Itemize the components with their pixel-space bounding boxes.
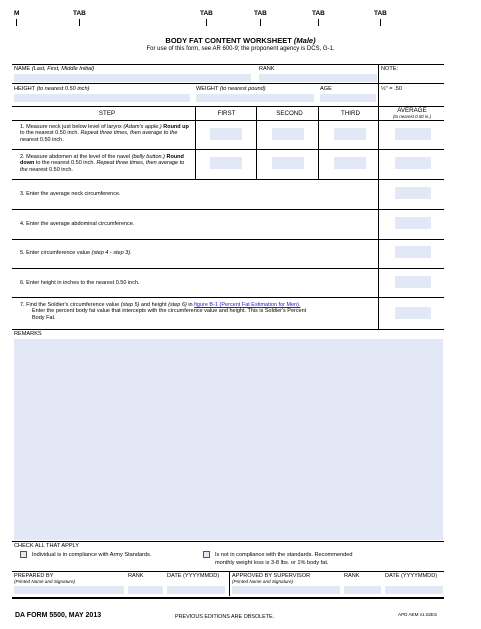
- rule: [12, 83, 444, 84]
- approved-by-label: APPROVED BY SUPERVISOR: [232, 573, 311, 579]
- tab-tick-2: [206, 19, 207, 26]
- tab-tick-3: [260, 19, 261, 26]
- rule: [12, 541, 444, 542]
- approved-by-hint: (Printed Name and Signature): [232, 579, 294, 584]
- prepared-by-label: PREPARED BY: [14, 573, 54, 579]
- weight-field[interactable]: [196, 94, 314, 102]
- rule: [12, 179, 444, 180]
- step-1-text: 1. Measure neck just below level of larynx (Adam's apple.) Round up to the nearest 0.50 inch. Repeat three times, then average to the nearest 0.50 inch.: [20, 124, 189, 143]
- step-4-average-field[interactable]: [395, 217, 431, 229]
- step-2-first-field[interactable]: [210, 157, 242, 169]
- tab-label-4: TAB: [312, 10, 325, 17]
- check-all-label: CHECK ALL THAT APPLY: [14, 543, 79, 549]
- rank-2-field[interactable]: [344, 586, 381, 594]
- step-1-third-field[interactable]: [334, 128, 366, 140]
- noncompliance-label-line2: monthly weight loss is 3-8 lbs. or 1% body fat.: [215, 560, 329, 566]
- prepared-by-hint: (Printed Name and Signature): [14, 579, 76, 584]
- step-2-text: 2. Measure abdomen at the level of the navel (belly button.) Round down to the nearest 0.50 inch. Repeat three times, then average to the nearest 0.50 inch.: [20, 154, 185, 173]
- col-step-header: STEP: [98, 110, 116, 117]
- form-title-main: BODY FAT CONTENT WORKSHEET: [165, 36, 292, 45]
- rule: [12, 329, 444, 330]
- height-field[interactable]: [14, 94, 190, 102]
- grid-line: [318, 106, 319, 149]
- col-first-header: FIRST: [217, 110, 236, 117]
- rule: [12, 597, 444, 599]
- form-subtitle: For use of this form, see AR 600-9; the proponent agency is DCS, G-1.: [146, 46, 335, 52]
- prepared-by-field[interactable]: [14, 586, 124, 594]
- rank-field[interactable]: [259, 74, 377, 82]
- step-1-average-field[interactable]: [395, 128, 431, 140]
- step-1-first-field[interactable]: [210, 128, 242, 140]
- figure-b1-link[interactable]: figure B-1 (Percent Fat Estimation for Men).: [194, 302, 301, 308]
- date-2-label: DATE (YYYYMMDD): [385, 573, 438, 579]
- remarks-label: REMARKS: [14, 331, 42, 337]
- tab-label-2: TAB: [200, 10, 213, 17]
- rule: [12, 239, 444, 240]
- tab-tick-1: [79, 19, 80, 26]
- rank-2-label: RANK: [344, 573, 360, 579]
- rule: [12, 120, 444, 121]
- rank-1-field[interactable]: [128, 586, 163, 594]
- rule: [12, 571, 444, 572]
- step-7-text: 7. Find the Soldier's circumference value (step 5) and height (step 6) in figure B-1 (Percent Fat Estimation for Men). Enter the percent body fat value that intercepts with the circumference value and height. This is Soldier's Percent Body Fat.: [20, 302, 307, 321]
- rule: [12, 209, 444, 210]
- tab-m-tick: [16, 19, 17, 26]
- age-field[interactable]: [320, 94, 376, 102]
- col-average-header: AVERAGE: [397, 107, 427, 114]
- obsolete-note: PREVIOUS EDITIONS ARE OBSOLETE.: [175, 614, 275, 620]
- rank-1-label: RANK: [128, 573, 144, 579]
- tab-label-1: TAB: [73, 10, 86, 17]
- step-5-text: 5. Enter circumference value (step 4 - step 3).: [20, 250, 132, 256]
- step-3-text: 3. Enter the average neck circumference.: [20, 191, 121, 197]
- step-3-average-field[interactable]: [395, 187, 431, 199]
- step-2-third-field[interactable]: [334, 157, 366, 169]
- note-value: ½" = .50: [381, 86, 402, 92]
- step-1-second-field[interactable]: [272, 128, 304, 140]
- date-2-field[interactable]: [385, 586, 443, 594]
- col-average-hint: (to nearest 0.50 in.): [392, 114, 432, 119]
- name-label: NAME (Last, First, Middle Initial): [14, 66, 95, 72]
- step-6-text: 6. Enter height in inches to the nearest 0.50 inch.: [20, 280, 140, 286]
- form-number: DA FORM 5500, MAY 2013: [15, 612, 102, 619]
- height-label: HEIGHT (to nearest 0.50 inch): [14, 86, 90, 92]
- note-divider: [378, 64, 379, 108]
- grid-line: [256, 149, 257, 179]
- rule: [12, 64, 444, 65]
- signature-divider: [229, 571, 230, 596]
- remarks-field[interactable]: [14, 339, 443, 540]
- weight-label: WEIGHT (to nearest pound): [196, 86, 266, 92]
- step-5-average-field[interactable]: [395, 246, 431, 258]
- step-2-average-field[interactable]: [395, 157, 431, 169]
- rule: [12, 149, 444, 150]
- tab-tick-5: [380, 19, 381, 26]
- tab-row: [0, 10, 481, 26]
- rule: [12, 297, 444, 298]
- rank-label: RANK: [259, 66, 275, 72]
- name-field[interactable]: [14, 74, 251, 82]
- noncompliance-checkbox[interactable]: [203, 551, 210, 558]
- form-title-suffix: (Male): [293, 36, 316, 45]
- age-label: AGE: [320, 86, 332, 92]
- grid-line: [256, 106, 257, 149]
- step-6-average-field[interactable]: [395, 276, 431, 288]
- approved-by-field[interactable]: [232, 586, 340, 594]
- note-label: NOTE:: [381, 66, 399, 72]
- version-note: APD AEM v1.02ES: [398, 612, 438, 617]
- tab-tick-4: [318, 19, 319, 26]
- grid-line: [318, 149, 319, 179]
- form-title: [0, 36, 481, 45]
- compliance-label: Individual is in compliance with Army Standards.: [32, 552, 152, 558]
- date-1-field[interactable]: [167, 586, 225, 594]
- col-second-header: SECOND: [276, 110, 303, 117]
- tab-label-5: TAB: [374, 10, 387, 17]
- date-1-label: DATE (YYYYMMDD): [167, 573, 220, 579]
- step-7-average-field[interactable]: [395, 307, 431, 319]
- step-2-second-field[interactable]: [272, 157, 304, 169]
- compliance-checkbox[interactable]: [20, 551, 27, 558]
- grid-line: [378, 106, 379, 329]
- tab-label-3: TAB: [254, 10, 267, 17]
- noncompliance-label-line1: Is not in compliance with the standards. Recommended: [215, 552, 353, 558]
- step-4-text: 4. Enter the average abdominal circumference.: [20, 221, 135, 227]
- grid-line: [195, 149, 196, 179]
- grid-line: [195, 106, 196, 149]
- rule: [12, 268, 444, 269]
- tab-m-label: M: [14, 10, 20, 17]
- col-third-header: THIRD: [341, 110, 360, 117]
